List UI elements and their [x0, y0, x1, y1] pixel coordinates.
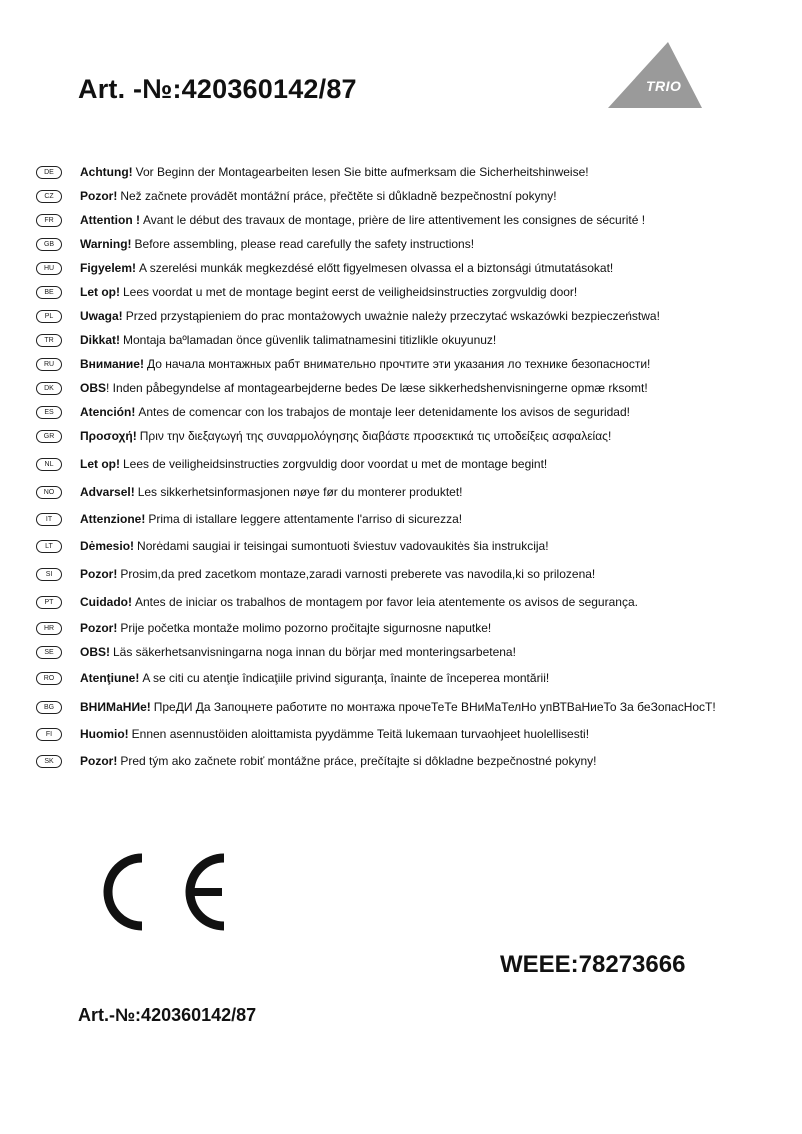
- warning-row: [36, 511, 462, 527]
- warning-lead: Pozor!: [80, 621, 118, 635]
- warning-row: [36, 356, 650, 372]
- warning-text: Lees de veiligheidsinstructies zorgvuldig door voordat u met de montage begint!: [123, 457, 548, 471]
- language-badge: RO: [36, 672, 62, 685]
- language-badge: GR: [36, 430, 62, 443]
- warning-text: Prima di istallare leggere attentamente l'arriso di sicurezza!: [148, 512, 463, 526]
- warning-lead: Dėmesio!: [80, 539, 135, 553]
- warning-row: [36, 456, 547, 472]
- warning-lead: Let op!: [80, 285, 120, 299]
- language-badge: TR: [36, 334, 62, 347]
- warning-text: Pred tým ako začnete robiť montážne práce, prečítajte si dôkladne bezpečnostné pokyny!: [120, 754, 597, 768]
- language-badge: FR: [36, 214, 62, 227]
- warning-row: [36, 404, 630, 420]
- warning-lead: Cuidado!: [80, 595, 132, 609]
- warning-row: [36, 236, 474, 252]
- warning-row: [36, 212, 645, 228]
- warning-text: Avant le début des travaux de montage, prière de lire attentivement les consignes de sécurité !: [142, 213, 646, 227]
- warning-text: До начала монтажных рабт внимательно прочтите эти указания ло технике безопасности!: [146, 357, 651, 371]
- warning-lead: Pozor!: [80, 754, 118, 768]
- language-badge: PT: [36, 596, 62, 609]
- warning-row: [36, 164, 589, 180]
- language-badge: IT: [36, 513, 62, 526]
- warning-lead: Warning!: [80, 237, 132, 251]
- warning-row: [36, 594, 638, 610]
- language-badge: GB: [36, 238, 62, 251]
- ce-mark-icon: [76, 850, 228, 934]
- language-badge: SI: [36, 568, 62, 581]
- warning-text: Montaja baºlamadan önce güvenlik talimatnamesini titizlikle okuyunuz!: [123, 333, 497, 347]
- language-badge: BE: [36, 286, 62, 299]
- footer-article-number: Art.-№:420360142/87: [78, 1005, 257, 1025]
- language-badge: NO: [36, 486, 62, 499]
- warning-text: ! Inden påbegyndelse af montagearbejderne bedes De læse sikkerhedshenvisningerne opmæ rksomt!: [106, 381, 648, 395]
- language-badge: RU: [36, 358, 62, 371]
- warning-lead: Pozor!: [80, 567, 118, 581]
- logo-text: TRIO: [646, 78, 682, 94]
- warning-text: Prije početka montaže molimo pozorno pročitajte sigurnosne naputke!: [120, 621, 492, 635]
- warning-row: [36, 332, 496, 348]
- warning-row: [36, 566, 595, 582]
- article-number-title: Art. -№:420360142/87: [78, 74, 357, 104]
- warning-lead: Figyelem!: [80, 261, 137, 275]
- logo-triangle-icon: [606, 40, 706, 110]
- warning-lead: Advarsel!: [80, 485, 135, 499]
- warning-lead: Attention !: [80, 213, 140, 227]
- warning-row: [36, 484, 463, 500]
- warning-lead: Προσοχή!: [80, 429, 137, 443]
- warning-text: Vor Beginn der Montagearbeiten lesen Sie bitte aufmerksam die Sicherheitshinweise!: [135, 165, 589, 179]
- warning-row: [36, 284, 577, 300]
- warning-row: [36, 699, 716, 715]
- warning-text: Norėdami saugiai ir teisingai sumontuoti šviestuv vadovaukitės šia instrukcija!: [137, 539, 549, 553]
- warning-lead: Dikkat!: [80, 333, 121, 347]
- weee-registration: WEEE:78273666: [500, 951, 686, 978]
- language-badge: PL: [36, 310, 62, 323]
- warning-text: A szerelési munkák megkezdésé előtt figyelmesen olvassa el a biztonsági útmutatásokat!: [139, 261, 614, 275]
- warning-lead: OBS: [80, 381, 107, 395]
- warning-text: Les sikkerhetsinformasjonen nøye før du monterer produktet!: [137, 485, 463, 499]
- warning-lead: Let op!: [80, 457, 120, 471]
- warning-lead: ВНИМаНИе!: [80, 700, 151, 714]
- language-badge: ES: [36, 406, 62, 419]
- language-badge: BG: [36, 701, 62, 714]
- warning-lead: Achtung!: [80, 165, 133, 179]
- warning-text: Antes de iniciar os trabalhos de montagem por favor leia atentemente os avisos de segurança.: [135, 595, 638, 609]
- warning-row: [36, 538, 549, 554]
- warning-row: [36, 644, 516, 660]
- warning-lead: OBS!: [80, 645, 110, 659]
- warning-lead: Attenzione!: [80, 512, 146, 526]
- warning-text: ПреДИ Да Запоцнете работите по монтажа прочеТеТе ВНиМаТелНо упВТВаНиеТо За беЗопасНосТ!: [153, 700, 716, 714]
- warning-text: Než začnete provádět montážní práce, přečtěte si důkladně bezpečnostní pokyny!: [120, 189, 557, 203]
- warning-lead: Pozor!: [80, 189, 118, 203]
- language-badge: LT: [36, 540, 62, 553]
- warning-lead: Внимание!: [80, 357, 144, 371]
- warning-lead: Huomio!: [80, 727, 129, 741]
- language-badge: HR: [36, 622, 62, 635]
- warning-text: Antes de comencar con los trabajos de montaje leer detenidamente los avisos de seguridad!: [138, 405, 630, 419]
- warning-text: Prosim,da pred zacetkom montaze,zaradi varnosti preberete vas navodila,ki so prilozena!: [120, 567, 596, 581]
- language-badge: SK: [36, 755, 62, 768]
- language-badge: HU: [36, 262, 62, 275]
- warning-row: [36, 380, 648, 396]
- warning-row: [36, 753, 596, 769]
- warning-row: [36, 670, 549, 686]
- warning-text: Πριν την διεξαγωγή της συναρμολόγησης διαβάστε προσεκτικά τις υποδείξεις ασφαλείας!: [139, 429, 612, 443]
- language-badge: DK: [36, 382, 62, 395]
- warning-row: [36, 260, 613, 276]
- warning-row: [36, 428, 611, 444]
- warning-row: [36, 726, 589, 742]
- warning-row: [36, 308, 660, 324]
- warning-lead: Uwaga!: [80, 309, 123, 323]
- language-badge: DE: [36, 166, 62, 179]
- language-badge: SE: [36, 646, 62, 659]
- warning-text: Przed przystąpieniem do prac montażowych uważnie należy przeczytać wskazówki bezpieczeństwa!: [125, 309, 660, 323]
- warning-row: [36, 620, 491, 636]
- ce-mark: [76, 850, 228, 934]
- trio-logo: [606, 40, 706, 110]
- warning-row: [36, 188, 557, 204]
- warning-text: Läs säkerhetsanvisningarna noga innan du börjar med monteringsarbetena!: [113, 645, 516, 659]
- language-badge: CZ: [36, 190, 62, 203]
- warning-text: Lees voordat u met de montage begint eerst de veiligheidsinstructies zorgvuldig door!: [123, 285, 578, 299]
- warning-lead: Atención!: [80, 405, 136, 419]
- warning-text: Before assembling, please read carefully the safety instructions!: [134, 237, 475, 251]
- warning-text: Ennen asennustöiden aloittamista pyydämme Teitä lukemaan turvaohjeet huolellisesti!: [131, 727, 590, 741]
- warning-lead: Atenţiune!: [80, 671, 140, 685]
- language-badge: NL: [36, 458, 62, 471]
- warning-text: A se citi cu atenţie îndicaţiile privind siguranţa, înainte de începerea montării!: [142, 671, 550, 685]
- language-badge: FI: [36, 728, 62, 741]
